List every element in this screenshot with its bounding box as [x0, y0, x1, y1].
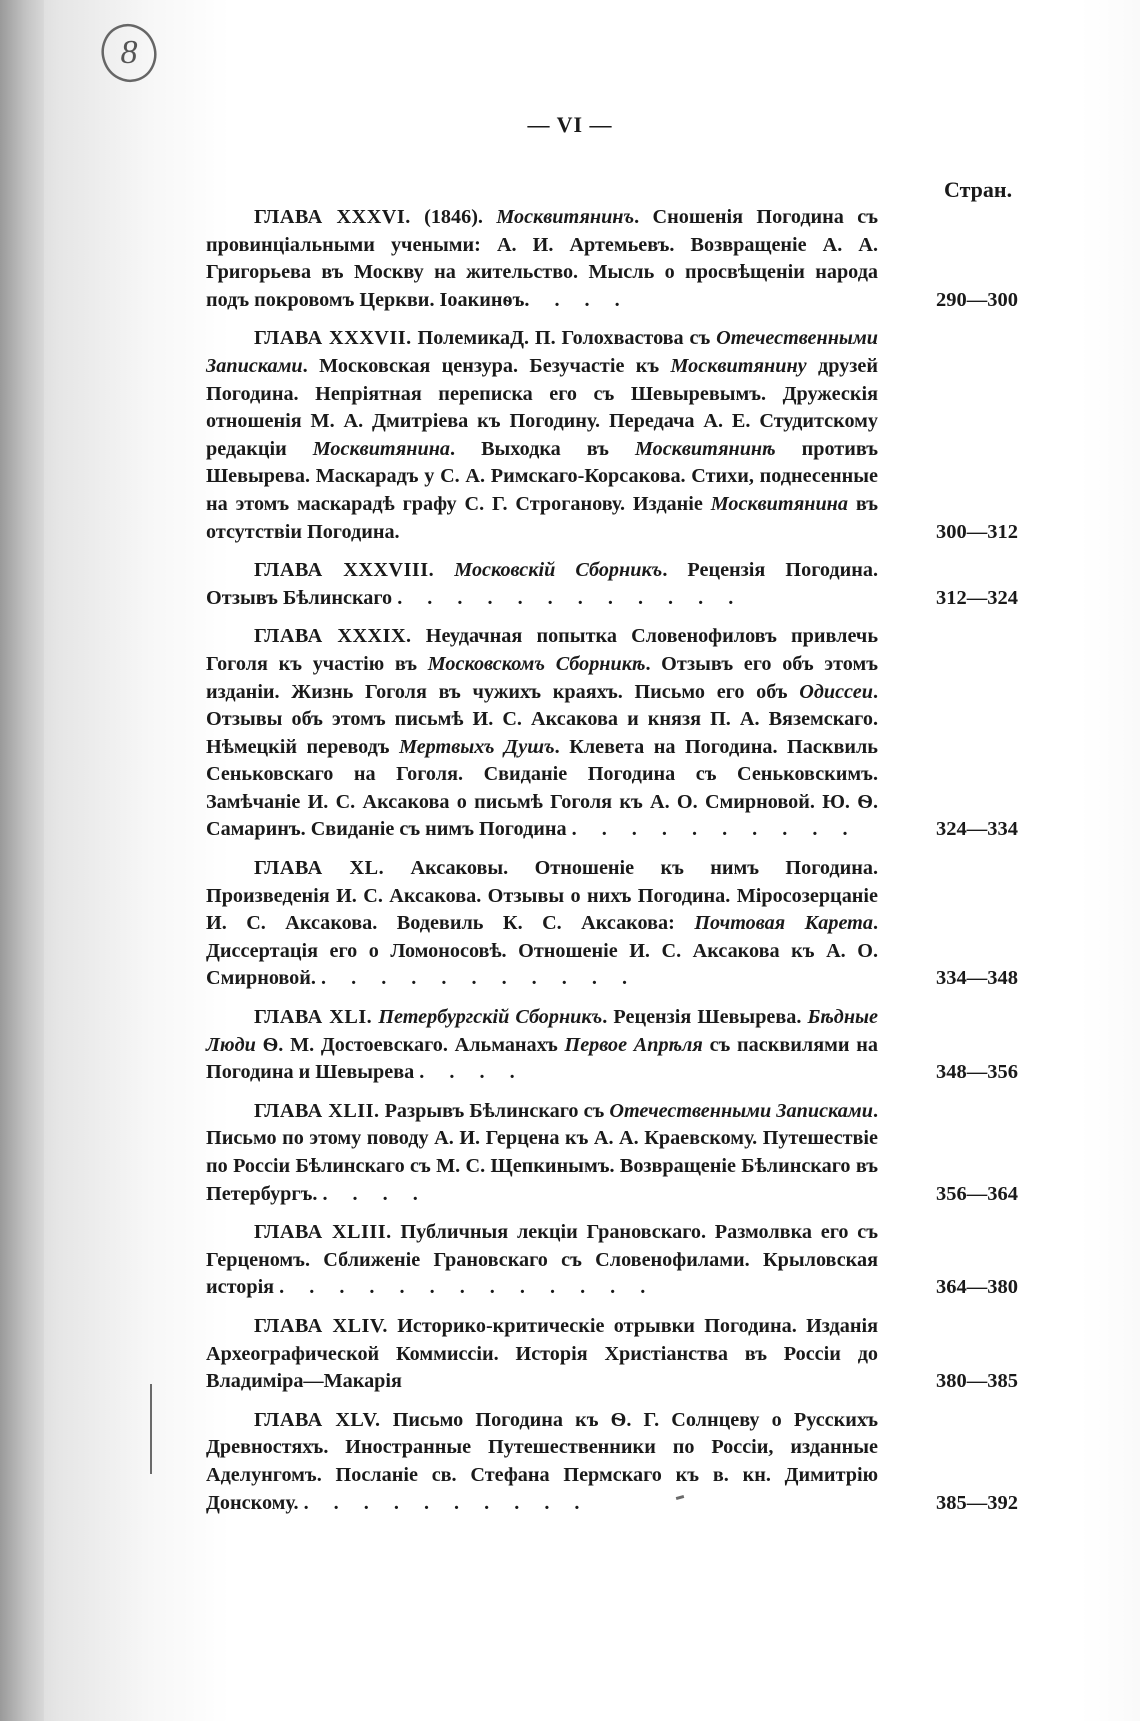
description-text: . Отзывъ его объ этомъ изданіи. Жизнь Гоголя въ чужихъ краяхъ. Письмо его объ [206, 652, 878, 703]
description-text: . Письмо по этому поводу А. И. Герцена къ А. А. Краевскому. Путешествіе по Россіи Бѣлинскаго съ М. С. Щепкинымъ. Возвращеніе Бѣлинскаго въ Петербургъ. [206, 1099, 878, 1205]
description-text: Ѳ. М. Достоевскаго. Альманахъ [255, 1033, 565, 1056]
chapter-number: ГЛАВА XLI. [254, 1006, 373, 1029]
chapter-number: ГЛАВА XLV. [254, 1408, 381, 1431]
toc-entry [206, 1098, 1018, 1208]
page-range: 312—324 [936, 586, 1018, 609]
description-text: Публичныя лекціи Грановскаго. Размолвка его съ Герценомъ. Сближеніе Грановскаго съ Словенофилами. Крыловская исторія [206, 1221, 878, 1299]
description-text: . Отзывы объ этомъ письмѣ И. С. Аксакова и князя П. А. Вяземскаго. Нѣмецкій переводъ [206, 680, 878, 758]
page-range: 348—356 [936, 1061, 1018, 1084]
chapter-number: ГЛАВА XXXIX. [254, 625, 412, 648]
description-text: . Выходка въ [450, 437, 635, 460]
toc-entry [206, 204, 1018, 314]
toc-entry-description [206, 557, 878, 612]
dot-leaders: . . . . . . . . . . . . . [279, 1276, 656, 1299]
toc-entry-description [206, 325, 878, 546]
toc-entry [206, 1219, 1018, 1302]
toc-entry-description [206, 623, 878, 844]
scan-margin-shadow [0, 0, 44, 1721]
italic-title: Отечественными Записками [206, 327, 878, 377]
italic-title: Почтовая Карета [694, 912, 873, 935]
toc-entry [206, 1407, 1018, 1517]
toc-entry-description [206, 1407, 878, 1517]
description-text: въ отсутствіи Погодина. [206, 492, 879, 543]
italic-title: Мертвыхъ Душъ [399, 735, 555, 758]
italic-title: Отечественными Записками [609, 1099, 873, 1122]
stamp-circle [98, 22, 160, 84]
toc-entry [206, 1004, 1018, 1087]
italic-title: Московскій Сборникъ [454, 559, 663, 582]
italic-title: Первое Апрѣля [564, 1033, 703, 1056]
page-column-label: Стран. [944, 177, 1013, 202]
italic-title: Петербургскій Сборникъ [378, 1006, 603, 1029]
description-text: Аксаковы. Отношеніе къ нимъ Погодина. Произведенія И. С. Аксакова. Отзывы о нихъ Погодина. Міросозерцаніе И. С. Аксакова. Водевиль К. С. Аксакова: [206, 857, 878, 935]
dot-leaders: . . . . [524, 288, 630, 311]
dot-leaders: . . . . . . . . . . . . [397, 586, 744, 609]
dot-leaders: . . . . [419, 1061, 525, 1084]
description-text: Разрывъ Бѣлинскаго съ [379, 1099, 610, 1122]
description-text: ПолемикаД. П. Голохвастова съ [411, 327, 717, 350]
chapter-number: ГЛАВА XLII. [254, 1099, 380, 1122]
description-text [434, 559, 454, 581]
page-folio: — VI — [527, 112, 613, 137]
chapter-number: ГЛАВА XLIII. [254, 1221, 392, 1244]
description-text: . Сношенія Погодина съ провинціальными учеными: А. И. Артемьевъ. Возвращеніе А. А. Григорьева въ Москву на жительство. Мысль о просвѣщеніи народа подъ покровомъ Церкви. Іоакинѳъ [206, 206, 878, 311]
italic-title: Бѣдные Люди [206, 1006, 878, 1056]
italic-title: Москвитянина [710, 492, 848, 515]
description-text: . Московская цензура. Безучастіе къ [302, 354, 671, 377]
page-range: 324—334 [936, 818, 1018, 841]
chapter-number: ГЛАВА XXXVI. [254, 206, 411, 228]
description-text: съ пасквилями на Погодина и Шевырева [206, 1033, 879, 1084]
italic-title: Москвитянинѣ [634, 437, 776, 460]
description-text: . Рецензія Погодина. Отзывъ Бѣлинскаго [206, 559, 878, 609]
description-text: Письмо Погодина къ Ѳ. Г. Солнцеву о Русскихъ Древностяхъ. Иностранные Путешественники по Россіи, изданные Аделунгомъ. Посланіе св. Стефана Пермскаго къ в. кн. Димитрію Донскому. [206, 1408, 878, 1514]
toc-entry [206, 325, 1018, 546]
toc-entry [206, 1313, 1018, 1396]
dot-leaders: . . . . . . . . . . [571, 818, 858, 841]
description-text: Неудачная попытка Словенофиловъ привлечь Гоголя къ участію въ [206, 625, 878, 675]
italic-title: Москвитянина [312, 437, 451, 460]
toc-entry [206, 623, 1018, 844]
chapter-number: ГЛАВА XLIV. [254, 1314, 388, 1337]
toc-entry-description [206, 855, 878, 993]
page-range: 356—364 [936, 1182, 1018, 1205]
chapter-number: ГЛАВА XXXVIII. [254, 559, 435, 582]
chapter-number: ГЛАВА XXXVII. [254, 327, 412, 350]
handwritten-page-number-stamp [98, 22, 160, 84]
description-text: . Рецензія Шевырева. [602, 1006, 808, 1029]
toc-entry-description [206, 1313, 878, 1396]
chapter-number: ГЛАВА XL. [254, 857, 385, 880]
dot-leaders: . . . . . . . . . . [303, 1491, 590, 1514]
dot-leaders: . . . . . . . . . . . [321, 967, 637, 990]
toc-entry-description [206, 1219, 878, 1302]
description-text: противъ Шевырева. Маскарадъ у С. А. Римскаго-Корсакова. Стихи, поднесенные на этомъ маскарадѣ графу С. Г. Строганову. Изданіе [206, 437, 878, 515]
page-range: 380—385 [936, 1370, 1018, 1393]
toc-entry [206, 855, 1018, 993]
italic-title: Москвитянинъ [496, 206, 635, 228]
italic-title: Одиссеи [799, 680, 873, 703]
toc-entry [206, 557, 1018, 612]
page-range: 385—392 [936, 1491, 1018, 1514]
description-text: друзей Погодина. Непріятная переписка его съ Шевыревымъ. Дружескія отношенія М. А. Дмитріева къ Погодину. Передача А. Е. Студитскому редакціи [206, 354, 878, 460]
toc-entry-description [206, 204, 878, 314]
page-range: 334—348 [936, 967, 1018, 990]
toc-entry-description [206, 1098, 878, 1208]
italic-title: Московскомъ Сборникѣ [427, 652, 646, 675]
description-text: . Клевета на Погодина. Пасквиль Сеньковскаго на Гоголя. Свиданіе Погодина съ Сеньковскимъ. Замѣчаніе И. С. Аксакова о письмѣ Гоголя къ А. О. Смирновой. Ю. Ѳ. Самаринъ. Свиданіе съ нимъ Погодина [206, 735, 878, 841]
page-range: 364—380 [936, 1276, 1018, 1299]
page-range: 290—300 [936, 288, 1018, 311]
italic-title: Москвитянину [670, 354, 807, 377]
page-range: 300—312 [936, 520, 1018, 543]
dot-leaders: . . . . [322, 1182, 428, 1205]
stamp-numeral: 8 [120, 34, 138, 71]
table-of-contents [206, 204, 1018, 1528]
toc-entry-description [206, 1004, 878, 1087]
margin-pencil-mark [150, 1384, 152, 1474]
description-text: . Диссертація его о Ломоносовѣ. Отношеніе И. С. Аксакова къ А. О. Смирновой. [206, 912, 878, 990]
description-text: (1846). [410, 206, 497, 228]
description-text: Историко-критическіе отрывки Погодина. Изданія Археографической Коммиссіи. Исторія Христіанства въ Россіи до Владиміра—Макарія [206, 1314, 878, 1393]
